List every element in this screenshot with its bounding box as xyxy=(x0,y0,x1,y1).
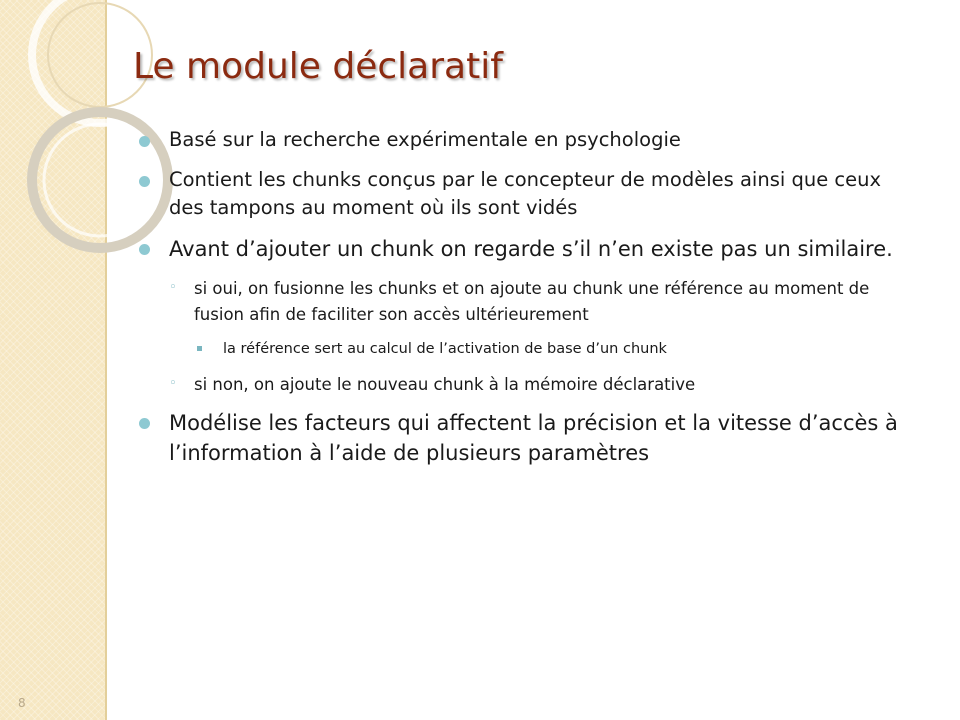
bullet-text: Contient les chunks conçus par le concepteur de modèles ainsi que ceux des tampons au moment où ils sont vidés xyxy=(169,168,882,219)
page-number: 8 xyxy=(18,696,26,710)
sub-bullet-text: si non, on ajoute le nouveau chunk à la mémoire déclarative xyxy=(194,375,696,394)
bullet-text: Avant d’ajouter un chunk on regarde s’il n’en existe pas un similaire. xyxy=(169,237,893,261)
sub-sub-bullet-item xyxy=(194,338,915,360)
bullet-list xyxy=(135,126,915,480)
square-bullet-icon xyxy=(197,346,202,351)
sub-bullet-text: si oui, on fusionne les chunks et on ajoute au chunk une référence au moment de fusion afin de faciliter son accès ultérieurement xyxy=(194,279,870,324)
ring-bullet-icon: ◦ xyxy=(169,376,177,391)
sub-bullet-item xyxy=(169,372,915,398)
bullet-text: Modélise les facteurs qui affectent la précision et la vitesse d’accès à l’information à l’aide de plusieurs paramètres xyxy=(169,411,898,465)
bullet-text: Basé sur la recherche expérimentale en psychologie xyxy=(169,128,681,151)
bullet-dot-icon xyxy=(139,136,150,147)
bullet-item xyxy=(135,234,915,264)
bullet-item xyxy=(135,408,915,468)
sub-sub-bullet-text: la référence sert au calcul de l’activation de base d’un chunk xyxy=(223,341,667,357)
bullet-item xyxy=(135,166,915,222)
bullet-dot-icon xyxy=(139,244,150,255)
bullet-dot-icon xyxy=(139,418,150,429)
slide-title: Le module déclaratif xyxy=(133,46,503,87)
sub-bullet-item xyxy=(169,276,915,328)
ring-bullet-icon: ◦ xyxy=(169,280,177,295)
bullet-item xyxy=(135,126,915,154)
bullet-dot-icon xyxy=(139,176,150,187)
